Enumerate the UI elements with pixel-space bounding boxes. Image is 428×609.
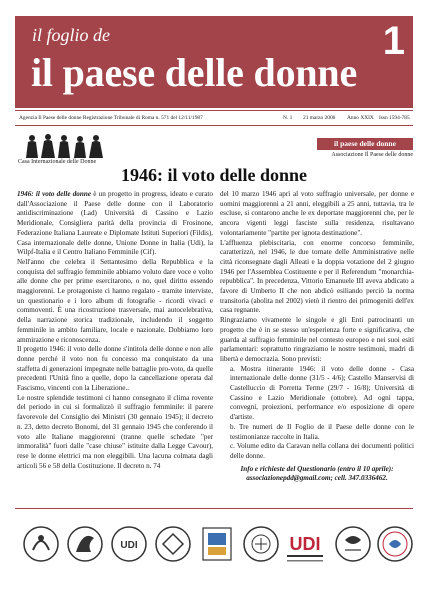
list-item: b. Tre numeri de Il Foglio de il Paese delle donne con le testimonianze raccolte in Italia. [230, 422, 414, 441]
masthead-title: il paese delle donne [31, 50, 358, 95]
footer-logos [15, 522, 413, 582]
list-item: c. Volume edito da Caravan nella collana dei documenti politici delle donne. [230, 442, 414, 460]
casa-donne-logo-icon [65, 522, 105, 574]
contact-email[interactable]: associazionepdd@gmail.com; cell. 347.0336462. [246, 474, 388, 483]
paragraph: Ringraziamo vivamente le singole e gli Enti patrocinanti un progetto che è in se stesso un'esperienza forte e significativa, che guarda al suffragio femminile nel contesto europeo e nei suoi esiti parlamentari: soprattutto ringraziamo le nostre testimoni, madri di libertà e democrazia. Sono previsti: [220, 316, 414, 363]
registration-strip [15, 110, 413, 126]
paragraph: L'affluenza plebiscitaria, con enorme concorso femminile, caratterizzò, nel 1946, le due tornate delle Amministrative nelle città riconsegnate dagli Alleati e la doppia votazione del 2 giugno 1946 per l'Assemblea Costituente e per il Referendum "monarchia-repubblica". In precedenza, Vittorio Emanuele III aveva abdicato a favore di Umberto II che non abdicò esiliando perciò la norma transitoria (abolita nel 2002) vietò il rientro dei primogeniti dell'ex casa regnante. [220, 238, 414, 315]
paragraph: Nell'anno che celebra il Settantesimo della Repubblica e la conquista del suffragio femminile abbiamo voluto dare voce e volto alle donne che per prime esercitarono, o no, quel diritto essendo maggiorenni. Le protagoniste ci hanno regalato - tramite interviste, un questionario e i loro album di fotografie - ricordi vivaci e commoventi. È una ricostruzione trasversale, mai autocelebrativa, della narrazione storica tradizionale, includendo il soggetto femminile in ambito familiare, locale e nazionale. Dobbiamo loro ammirazione e riconoscenza. [17, 257, 213, 344]
svg-text:UDI: UDI [120, 540, 138, 551]
women-silhouettes-icon [18, 132, 128, 160]
left-logo-caption: Casa Internazionale delle Donne [18, 159, 97, 165]
issn: Issn 1594-785 [379, 115, 410, 121]
article-headline: 1946: il voto delle donne [120, 165, 307, 185]
cif-logo-icon [197, 522, 237, 574]
article-column-2 [220, 190, 414, 484]
wilpf-logo-icon [153, 522, 193, 574]
footer-divider [15, 508, 413, 509]
paese-donne-logo-icon [21, 522, 61, 574]
paragraph: Il progetto 1946: il voto delle donne s'intitola delle donne e non alle donne perché il voto non fu concesso ma conquistato da una staffetta di generazioni impegnate nelle battaglie pro-voto, da quelle precedenti l'Unità fino a quelle, dopo la cancellazione operata dal Fascismo, vincenti con la Liberazione.. [17, 345, 213, 393]
list-item: a. Mostra itinerante 1946: il voto delle donne - Casa internazionale delle donne (31/5 - 4/6); Castello Manservisi di Castelluccio di Porretta Terme (29/7 - 16/8); Università di Cassino e Lazio Meridionale (ottobre). Ad ogni tappa, convegni, proiezioni, performance e/o esposizione di opere d'artiste. [230, 364, 414, 422]
article-column-1 [17, 190, 213, 471]
udi-round-logo-icon [109, 522, 149, 574]
consigliera-parita-logo-icon [375, 522, 415, 574]
fildis-logo-icon [241, 522, 281, 574]
svg-text:UDI: UDI [289, 534, 321, 554]
section-tab: il paese delle donne [317, 138, 413, 150]
masthead-kicker: il foglio de [32, 25, 110, 45]
lead-title: 1946: il voto delle donne [17, 190, 91, 198]
paragraph-text: è un progetto in progress, ideato e curato dall'Associazione il Paese delle donne con il Laboratorio antidiscriminazione (Lad) Università di Cassino e Lazio Meridionale, Consigliera parità della provincia di Frosinone, Federazione Italiana Laureate e Diplomate Istituti Superiori (Fildis), Casa internazionale delle donne, Unione Donne in Italia (Udi), la Wilpf-Italia e il Centro Italiano Femminile (Cif). [17, 190, 213, 257]
issue-date: 21 marzo 2006 [303, 115, 336, 121]
registration-text: Agenzia Il Paese delle donne Registrazione Tribunale di Roma n. 571 del 12/11/1987 [19, 115, 203, 121]
paragraph: del 10 marzo 1946 aprì al voto suffragio universale, per donne e uomini maggiorenni a 21 anni, eleggibili a 25 anni, tuttavia, tra le escluse, si contarono anche le ex deportate maggiorenni che, per le ancora vigenti leggi fasciste sulla residenza, risultavano volontariamente "partite per ignota destinazione". [220, 190, 414, 237]
section-tab-sub: Associazione Il Paese delle donne [331, 152, 413, 158]
issue-year: Anno XXIX [347, 115, 374, 121]
lad-logo-icon [333, 522, 373, 574]
udi-logo-icon [281, 522, 329, 574]
contact-info: Info e richieste del Questionario (entro il 10 aprile): [240, 464, 394, 473]
paragraph [17, 190, 213, 258]
paragraph: Le nostre splendide testimoni ci hanno consegnato il clima rovente del periodo in cui si formalizzò il suffragio femminile: il parere favorevole del Consiglio dei Ministri (30 gennaio 1945); il decreto n. 23, detto decreto Bonomi, del 31 gennaio 1945 che conferendo il voto alle Italiane maggiorenni (tranne quelle schedate "per immoralità" fuori dalle "case chiuse" istituite dalla Legge Cavour), rese le donne elettrici ma non eleggibili. Una lacuna colmata dagli articoli 56 e 58 della Costituzione. Il decreto n. 74 [17, 393, 213, 470]
masthead-banner [15, 16, 413, 108]
number-label: N. 1 [283, 115, 293, 121]
issue-number: 1 [382, 19, 405, 63]
